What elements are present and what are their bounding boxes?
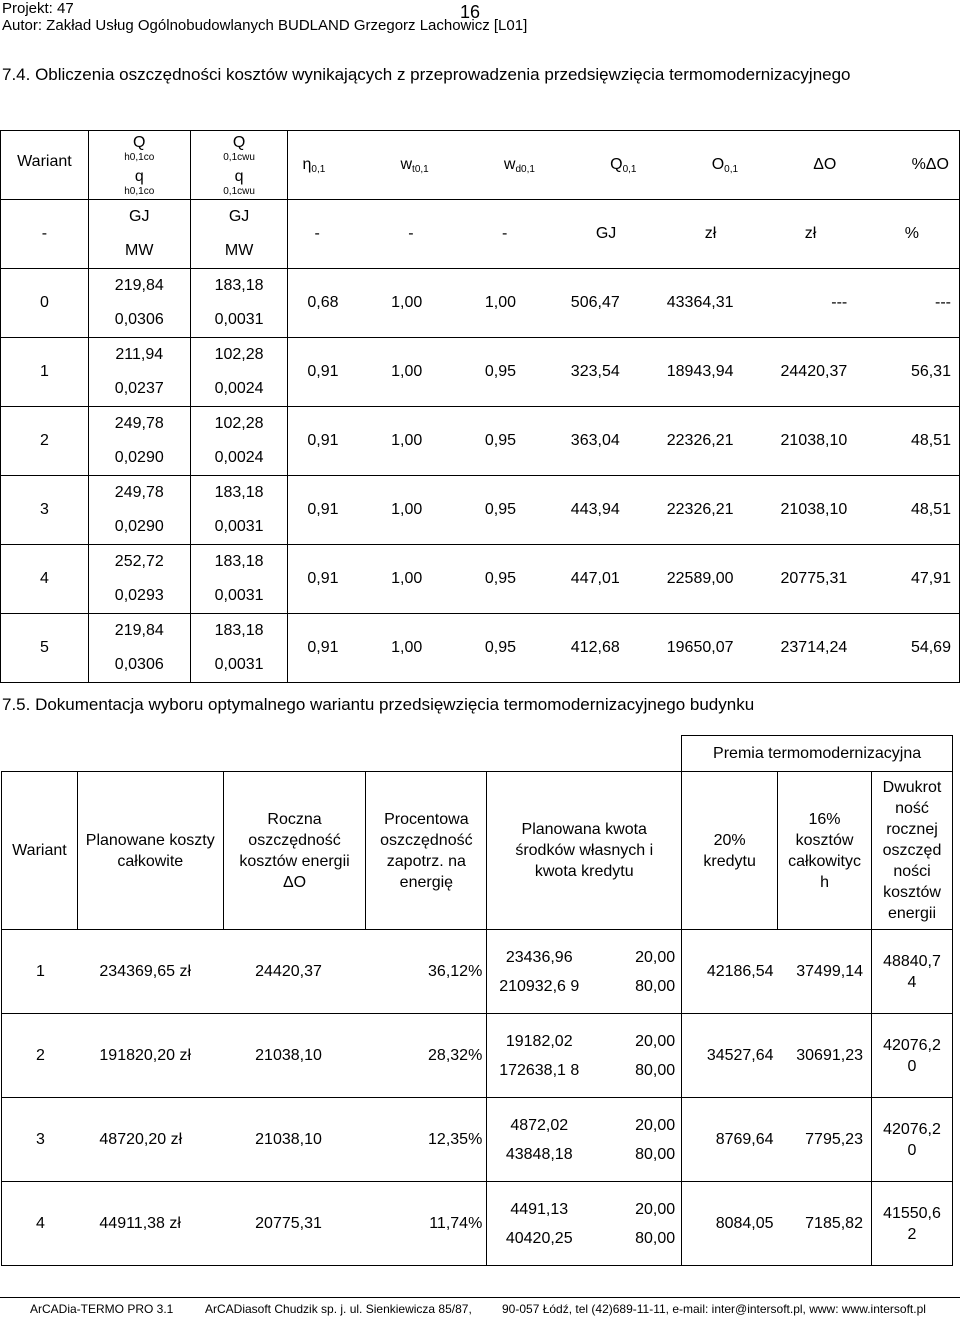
table-header-row bbox=[2, 772, 953, 930]
cell-eta: 0,91 bbox=[307, 639, 339, 656]
unit-wt: - bbox=[408, 225, 414, 242]
footer-contact: 90-057 Łódź, tel (42)689-11-11, e-mail: inter@intersoft.pl, www: www.intersoft.pl bbox=[502, 1302, 926, 1316]
cell-q2-power: 0,0024 bbox=[214, 449, 264, 466]
cell-planned-costs: 191820,20 zł bbox=[99, 1047, 192, 1064]
cell-q01: 447,01 bbox=[570, 570, 620, 587]
cell-q1-power: 0,0290 bbox=[114, 518, 164, 535]
cell-credit-pct: 80,00 bbox=[635, 1061, 676, 1079]
unit-o01: zł bbox=[704, 225, 717, 242]
footer-company: ArCADiasoft Chudzik sp. j. ul. Sienkiewicza 85/87, bbox=[205, 1302, 472, 1316]
col-q01: $Q_{0,1}$ bbox=[610, 155, 637, 175]
cell-o01: 22326,21 bbox=[666, 501, 734, 518]
cell-q1-energy: 219,84 bbox=[114, 622, 164, 639]
cell-wariant: 1 bbox=[36, 963, 45, 980]
cell-q1-power: 0,0306 bbox=[114, 311, 164, 328]
cell-double-savings: 42076,2 0 bbox=[883, 1120, 941, 1159]
cell-q1-energy: 252,72 bbox=[114, 553, 164, 570]
cell-planned-costs: 234369,65 zł bbox=[99, 963, 192, 980]
cell-wd: 1,00 bbox=[484, 294, 516, 311]
unit-q01: GJ bbox=[595, 225, 617, 242]
cell-o01: 18943,94 bbox=[666, 363, 734, 380]
cell-own-funds-pct: 20,00 bbox=[635, 948, 676, 966]
table-row bbox=[2, 1014, 953, 1098]
col-20pct-credit: 20% kredytu bbox=[703, 831, 756, 870]
author-label: Autor: Zakład Usług Ogólnobudowlanych BUDLAND Grzegorz Lachowicz [L01] bbox=[2, 17, 528, 34]
col-wd: $w_{d0,1}$ bbox=[503, 155, 535, 175]
cell-own-funds-pct: 20,00 bbox=[635, 1032, 676, 1050]
col-q-lower-01cwu: q 0,1cwu bbox=[223, 167, 255, 197]
cell-pct-delta-o: 47,91 bbox=[910, 570, 951, 587]
table-row bbox=[1, 614, 960, 683]
table-units-row bbox=[1, 200, 960, 269]
cell-wt: 1,00 bbox=[391, 501, 423, 518]
cell-wd: 0,95 bbox=[484, 363, 516, 380]
cell-q1-energy: 219,84 bbox=[114, 277, 164, 294]
cell-own-funds-pct: 20,00 bbox=[635, 1116, 676, 1134]
cell-20pct-credit: 8769,64 bbox=[715, 1131, 774, 1148]
col-pct-delta-o: %ΔO bbox=[911, 156, 949, 173]
cell-wt: 1,00 bbox=[391, 363, 423, 380]
cell-q2-power: 0,0031 bbox=[214, 656, 264, 673]
cell-q1-energy: 249,78 bbox=[114, 415, 164, 432]
cell-credit: 40420,25 bbox=[505, 1229, 573, 1247]
cell-double-savings: 42076,2 0 bbox=[883, 1036, 941, 1075]
col-double-savings: Dwukrot ność rocznej oszczęd ności kosztów energii bbox=[882, 779, 942, 922]
cell-credit: 43848,18 bbox=[505, 1145, 573, 1163]
cell-wariant: 3 bbox=[39, 501, 49, 518]
cell-q01: 412,68 bbox=[570, 639, 620, 656]
cell-eta: 0,91 bbox=[307, 363, 339, 380]
unit-q1-top: GJ bbox=[129, 208, 150, 225]
cell-16pct-costs: 30691,23 bbox=[796, 1047, 863, 1064]
col-annual-savings: Roczna oszczędność kosztów energii bbox=[239, 810, 350, 870]
cell-wd: 0,95 bbox=[484, 501, 516, 518]
cell-own-funds: 23436,96 bbox=[505, 948, 573, 966]
table-row bbox=[1, 476, 960, 545]
cell-credit: 210932,6 9 bbox=[499, 977, 580, 995]
col-planned-costs: Planowane koszty całkowite bbox=[85, 831, 215, 870]
cell-q01: 323,54 bbox=[570, 363, 620, 380]
variant-choice-table bbox=[1, 735, 953, 1266]
cell-pct-delta-o: 54,69 bbox=[910, 639, 951, 656]
cell-planned-costs: 48720,20 zł bbox=[99, 1131, 183, 1148]
cell-wariant: 4 bbox=[36, 1215, 45, 1232]
col-o01: $O_{0,1}$ bbox=[711, 155, 739, 175]
cell-eta: 0,91 bbox=[307, 570, 339, 587]
cell-o01: 43364,31 bbox=[666, 294, 734, 311]
page-number: 16 bbox=[460, 2, 481, 22]
unit-wd: - bbox=[502, 225, 508, 242]
cell-pct-savings: 12,35% bbox=[428, 1131, 483, 1148]
cell-delta-o: 21038,10 bbox=[780, 501, 848, 518]
cell-q01: 363,04 bbox=[570, 432, 620, 449]
cell-pct-delta-o: 48,51 bbox=[910, 432, 951, 449]
section-7-4-title: 7.4. Obliczenia oszczędności kosztów wynikających z przeprowadzenia przedsięwzięcia termomodernizacyjnego bbox=[2, 65, 851, 84]
cell-16pct-costs: 37499,14 bbox=[796, 963, 863, 980]
cell-wt: 1,00 bbox=[391, 639, 423, 656]
cell-delta-o: 20775,31 bbox=[780, 570, 848, 587]
col-annual-savings-symbol: ΔO bbox=[282, 873, 307, 891]
col-q-01cwu: Q 0,1cwu bbox=[223, 133, 255, 163]
cell-delta-o: --- bbox=[831, 294, 848, 311]
cell-wariant: 1 bbox=[39, 363, 49, 380]
cell-q01: 443,94 bbox=[570, 501, 620, 518]
cell-credit-pct: 80,00 bbox=[635, 1145, 676, 1163]
col-pct-savings: Procentowa oszczędność zapotrz. na energię bbox=[380, 810, 473, 891]
cell-wariant: 5 bbox=[39, 639, 49, 656]
footer-software: ArCADia-TERMO PRO 3.1 bbox=[30, 1302, 174, 1316]
premia-header: Premia termomodernizacyjna bbox=[713, 745, 922, 762]
cell-o01: 22326,21 bbox=[666, 432, 734, 449]
cell-16pct-costs: 7185,82 bbox=[805, 1215, 863, 1232]
col-q-lower-h01co: q h0,1co bbox=[124, 167, 155, 197]
cell-pct-delta-o: --- bbox=[935, 294, 951, 311]
cell-pct-savings: 11,74% bbox=[429, 1215, 483, 1232]
cell-q2-energy: 183,18 bbox=[214, 622, 264, 639]
table-row bbox=[1, 269, 960, 338]
footer-divider bbox=[0, 1297, 960, 1298]
cell-20pct-credit: 8084,05 bbox=[715, 1215, 774, 1232]
col-eta: $\eta_{0,1}$ bbox=[302, 155, 326, 175]
cell-q2-power: 0,0024 bbox=[214, 380, 264, 397]
savings-table bbox=[0, 130, 960, 683]
cell-eta: 0,91 bbox=[307, 501, 339, 518]
cell-q2-energy: 102,28 bbox=[214, 346, 264, 363]
cell-q1-power: 0,0290 bbox=[114, 449, 164, 466]
cell-q2-energy: 183,18 bbox=[214, 553, 264, 570]
cell-own-funds: 4491,13 bbox=[510, 1200, 569, 1218]
cell-o01: 22589,00 bbox=[666, 570, 734, 587]
col-16pct-costs: 16% kosztów całkowityc h bbox=[788, 810, 861, 891]
cell-20pct-credit: 42186,54 bbox=[706, 963, 774, 980]
col-delta-o: ΔO bbox=[813, 156, 837, 173]
cell-q1-energy: 249,78 bbox=[114, 484, 164, 501]
unit-q2-bot: MW bbox=[224, 242, 254, 259]
cell-q1-power: 0,0237 bbox=[114, 380, 164, 397]
cell-wd: 0,95 bbox=[484, 432, 516, 449]
cell-annual-savings: 20775,31 bbox=[255, 1215, 322, 1232]
cell-o01: 19650,07 bbox=[666, 639, 734, 656]
cell-delta-o: 21038,10 bbox=[780, 432, 848, 449]
cell-q2-energy: 183,18 bbox=[214, 484, 264, 501]
cell-wariant: 0 bbox=[39, 294, 49, 311]
cell-annual-savings: 21038,10 bbox=[255, 1047, 322, 1064]
cell-wd: 0,95 bbox=[484, 570, 516, 587]
cell-wt: 1,00 bbox=[391, 570, 423, 587]
unit-wariant: - bbox=[41, 225, 48, 242]
cell-q1-power: 0,0293 bbox=[114, 587, 164, 604]
cell-eta: 0,91 bbox=[307, 432, 339, 449]
cell-credit-pct: 80,00 bbox=[635, 1229, 676, 1247]
table-row bbox=[1, 545, 960, 614]
cell-delta-o: 24420,37 bbox=[780, 363, 848, 380]
unit-q2-top: GJ bbox=[228, 208, 250, 225]
cell-own-funds-pct: 20,00 bbox=[635, 1200, 676, 1218]
cell-wt: 1,00 bbox=[391, 294, 423, 311]
table-row bbox=[1, 407, 960, 476]
col-wt: $w_{t0,1}$ bbox=[400, 155, 429, 175]
cell-planned-costs: 44911,38 zł bbox=[99, 1215, 181, 1232]
cell-double-savings: 48840,7 4 bbox=[883, 952, 941, 991]
cell-wd: 0,95 bbox=[484, 639, 516, 656]
cell-16pct-costs: 7795,23 bbox=[805, 1131, 863, 1148]
cell-pct-savings: 36,12% bbox=[428, 963, 483, 980]
table-header-row bbox=[1, 131, 960, 200]
cell-q2-power: 0,0031 bbox=[214, 518, 264, 535]
project-label: Projekt: 47 bbox=[2, 0, 74, 17]
cell-eta: 0,68 bbox=[307, 294, 339, 311]
unit-pdo: % bbox=[904, 225, 919, 242]
cell-pct-delta-o: 56,31 bbox=[910, 363, 951, 380]
cell-annual-savings: 24420,37 bbox=[255, 963, 322, 980]
col-wariant: Wariant bbox=[12, 842, 67, 859]
col-q-h01co: Q h0,1co bbox=[124, 133, 155, 163]
table-row bbox=[1, 338, 960, 407]
table-row bbox=[2, 1182, 953, 1266]
cell-wariant: 4 bbox=[39, 570, 49, 587]
cell-q2-energy: 102,28 bbox=[214, 415, 264, 432]
cell-credit-pct: 80,00 bbox=[635, 977, 676, 995]
cell-q1-energy: 211,94 bbox=[115, 346, 164, 363]
cell-credit: 172638,1 8 bbox=[499, 1061, 580, 1079]
cell-wariant: 2 bbox=[39, 432, 49, 449]
cell-pct-savings: 28,32% bbox=[428, 1047, 483, 1064]
cell-wt: 1,00 bbox=[391, 432, 423, 449]
table-row bbox=[2, 930, 953, 1014]
cell-q2-energy: 183,18 bbox=[214, 277, 264, 294]
cell-own-funds: 19182,02 bbox=[505, 1032, 573, 1050]
cell-q2-power: 0,0031 bbox=[214, 311, 264, 328]
cell-q01: 506,47 bbox=[570, 294, 620, 311]
section-7-5-title: 7.5. Dokumentacja wyboru optymalnego wariantu przedsięwzięcia termomodernizacyjnego budynku bbox=[2, 695, 755, 714]
cell-annual-savings: 21038,10 bbox=[255, 1131, 322, 1148]
cell-delta-o: 23714,24 bbox=[780, 639, 848, 656]
cell-pct-delta-o: 48,51 bbox=[910, 501, 951, 518]
table-row bbox=[2, 1098, 953, 1182]
unit-eta: - bbox=[314, 225, 320, 242]
cell-q2-power: 0,0031 bbox=[214, 587, 264, 604]
col-funding: Planowana kwota środków własnych i kwota kredytu bbox=[515, 821, 654, 880]
cell-double-savings: 41550,6 2 bbox=[883, 1204, 941, 1243]
cell-wariant: 3 bbox=[36, 1131, 45, 1148]
cell-wariant: 2 bbox=[36, 1047, 45, 1064]
cell-q1-power: 0,0306 bbox=[114, 656, 164, 673]
unit-q1-bot: MW bbox=[125, 242, 154, 259]
cell-20pct-credit: 34527,64 bbox=[706, 1047, 774, 1064]
col-wariant: Wariant bbox=[17, 153, 72, 170]
cell-own-funds: 4872,02 bbox=[510, 1116, 569, 1134]
unit-do: zł bbox=[804, 225, 817, 242]
